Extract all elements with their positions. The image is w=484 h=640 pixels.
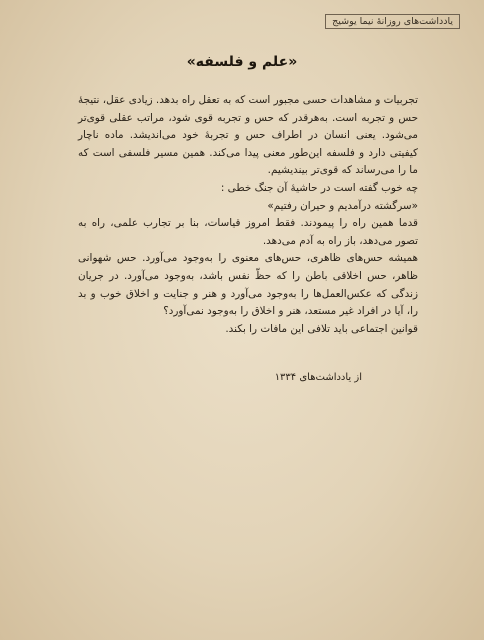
- quoted-verse: «سرگشته درآمدیم و حیران رفتیم»: [267, 199, 418, 212]
- paragraph: قدما همین راه را پیمودند. فقط امروز قیاسات، بنا بر تجارب علمی، راه به تصور می‌دهد، باز راه به آدم می‌دهد.: [78, 217, 418, 247]
- paragraph: تجربیات و مشاهدات حسی مجبور است که به تعقل راه بدهد. زیادی عقل، نتیجهٔ حس و تجربه است. به‌هرقدر که حس و تجربه قوی شود، مراتب عقلی قوی‌تر می‌شود. یعنی انسان در اطراف حس و تجربهٔ خود می‌اندیشد. ماده ناچار کیفیتی دارد و فلسفه این‌طور معنی پیدا می‌کند. همین مسیر فلسفی است که ما را می‌رساند که قوی‌تر بیندیشیم.: [78, 94, 418, 177]
- paragraph: همیشه حس‌های ظاهری، حس‌های معنوی را به‌وجود می‌آورد. حس شهوانی ظاهر، حس اخلاقی باطن را که حظّ نفس باشد، به‌وجود می‌آورد. در جریان زندگی که عکس‌العمل‌ها را به‌وجود می‌آورد و هنر و جنایت و اخلاق خوب و بد را، آیا در افراد غیر مستعد، هنر و اخلاق را به‌وجود نمی‌آورد؟: [78, 252, 418, 318]
- body-text: [78, 92, 418, 338]
- running-head: یادداشت‌های روزانهٔ نیما یوشیج: [325, 14, 460, 29]
- source-note: از یادداشت‌های ۱۳۳۴: [274, 372, 362, 383]
- paragraph: چه خوب گفته است در حاشیهٔ آن جنگ خطی :: [220, 181, 418, 194]
- section-title: «علم و فلسفه»: [186, 54, 298, 70]
- paragraph: قوانین اجتماعی باید تلافی این مافات را بکند.: [225, 322, 418, 335]
